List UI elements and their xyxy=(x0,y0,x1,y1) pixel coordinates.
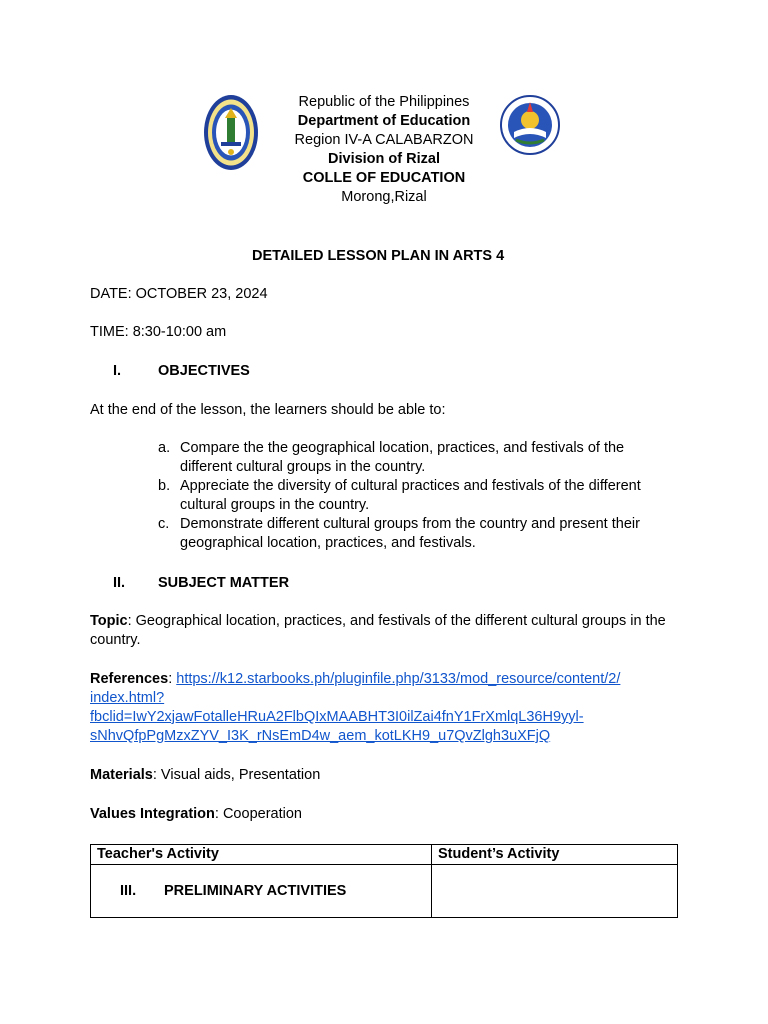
section-number-objectives: I. xyxy=(113,363,122,379)
reference-link-line3: fbclid=IwY2xjawFotalleHRuA2FlbQIxMAABHT3I0ilZai4fnY1FrXmlqL36H9yyl- xyxy=(90,709,584,725)
topic-text: : Geographical location, practices, and festivals of the different cultural groups in the country. xyxy=(90,613,666,648)
objective-item xyxy=(158,439,678,477)
column-header-teacher: Teacher's Activity xyxy=(91,845,432,865)
values-text: : Cooperation xyxy=(214,806,302,822)
section-title-subject-matter: SUBJECT MATTER xyxy=(158,575,290,591)
topic-paragraph xyxy=(90,612,678,650)
document-title: DETAILED LESSON PLAN IN ARTS 4 xyxy=(252,248,505,264)
section-title-objectives: OBJECTIVES xyxy=(158,363,250,379)
objective-text: Appreciate the diversity of cultural practices and festivals of the different cultural groups in the country. xyxy=(180,478,641,513)
header-division: Division of Rizal xyxy=(328,151,440,167)
reference-link-line1: https://k12.starbooks.ph/pluginfile.php/3133/mod_resource/content/2/ xyxy=(176,671,621,687)
objective-text: Demonstrate different cultural groups from the country and present their geographical location, practices, and festivals. xyxy=(180,516,640,551)
table-cell-student xyxy=(432,865,678,918)
objectives-intro: At the end of the lesson, the learners should be able to: xyxy=(90,402,446,418)
objectives-list xyxy=(158,439,678,553)
table-row xyxy=(91,865,678,918)
objective-letter: a. xyxy=(158,440,171,456)
materials-label: Materials xyxy=(90,767,153,783)
materials-line xyxy=(90,766,320,785)
header-location: Morong,Rizal xyxy=(341,189,427,205)
row-section-number: III. xyxy=(120,882,137,899)
values-line xyxy=(90,805,302,824)
materials-text: : Visual aids, Presentation xyxy=(152,767,321,783)
university-seal-logo xyxy=(203,94,259,171)
references-paragraph xyxy=(90,670,690,746)
header-department: Department of Education xyxy=(297,113,471,129)
objective-letter: b. xyxy=(158,478,171,494)
objective-item xyxy=(158,515,678,553)
letterhead xyxy=(275,93,493,207)
column-header-student: Student’s Activity xyxy=(432,845,678,865)
date-line: DATE: OCTOBER 23, 2024 xyxy=(90,286,268,302)
header-region: Region IV-A CALABARZON xyxy=(294,132,474,148)
row-section-title: PRELIMINARY ACTIVITIES xyxy=(164,882,347,899)
references-label: References xyxy=(90,671,169,687)
college-of-education-logo xyxy=(500,94,560,156)
objective-item xyxy=(158,477,678,515)
table-header-row xyxy=(91,845,678,865)
header-college: COLLE OF EDUCATION xyxy=(302,170,466,186)
topic-label: Topic xyxy=(90,613,128,629)
section-number-subject-matter: II. xyxy=(113,575,126,591)
table-cell-teacher xyxy=(91,865,432,918)
activity-table xyxy=(90,844,678,918)
objective-text: Compare the the geographical location, practices, and festivals of the different cultural groups in the country. xyxy=(180,440,625,475)
values-label: Values Integration xyxy=(90,806,215,822)
reference-link-line4: sNhvQfpPgMzxZYV_I3K_rNsEmD4w_aem_kotLKH9_u7QvZlgh3uXFjQ xyxy=(90,728,551,744)
reference-link-line2: index.html? xyxy=(90,690,165,706)
time-line: TIME: 8:30-10:00 am xyxy=(90,324,227,340)
header-republic: Republic of the Philippines xyxy=(298,94,470,110)
references-separator: : xyxy=(168,671,177,687)
objective-letter: c. xyxy=(158,516,170,532)
